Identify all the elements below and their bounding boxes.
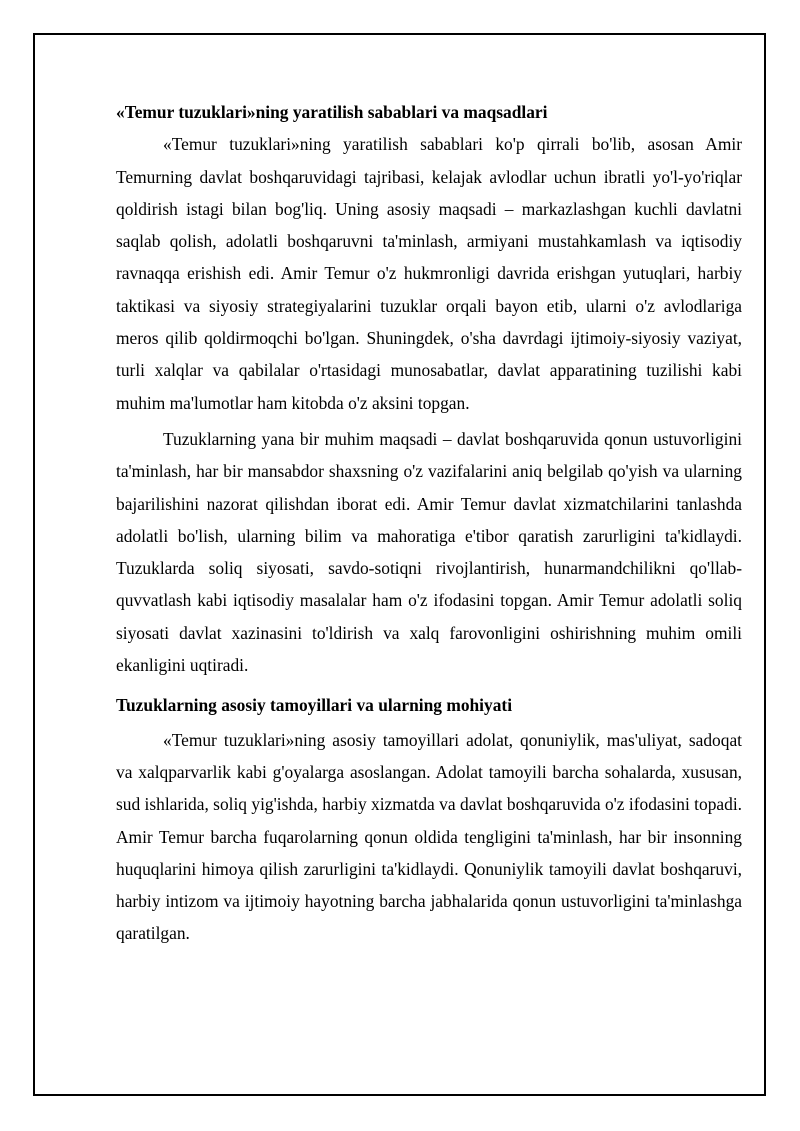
paragraph-causes: «Temur tuzuklari»ning yaratilish sabablari ko'p qirrali bo'lib, asosan Amir Temurning davlat boshqaruvidagi tajribasi, kelajak avlodlar uchun ibratli yo'l-yo'riqlar qoldirish istagi bilan bog'liq. Uning asosiy maqsadi – markazlashgan kuchli davlatni saqlab qolish, adolatli boshqaruvni ta'minlash, armiyani mustahkamlash va iqtisodiy ravnaqqa erishish edi. Amir Temur o'z hukmronligi davrida erishgan yutuqlari, harbiy taktikasi va siyosiy strategiyalarini tuzuklar orqali bayon etib, ularni o'z avlodlariga meros qilib qoldirmoqchi bo'lgan. Shuningdek, o'sha davrdagi ijtimoiy-siyosiy vaziyat, turli xalqlar va qabilalar o'rtasidagi munosabatlar, davlat apparatining tuzilishi kabi muhim ma'lumotlar ham kitobda o'z aksini topgan.	[116, 134, 742, 413]
section-heading-causes: «Temur tuzuklari»ning yaratilish sabablari va maqsadlari	[116, 102, 548, 122]
paragraph-goals: Tuzuklarning yana bir muhim maqsadi – davlat boshqaruvida qonun ustuvorligini ta'minlash, har bir mansabdor shaxsning o'z vazifalarini aniq belgilab qo'yish va ularning bajarilishini nazorat qilishdan iborat edi. Amir Temur davlat xizmatchilarini tanlashda adolatli bo'lish, ularning bilim va mahoratiga e'tibor qaratish zarurligini ta'kidlaydi. Tuzuklarda soliq siyosati, savdo-sotiqni rivojlantirish, hunarmandchilikni qo'llab-quvvatlash kabi iqtisodiy masalalar ham o'z ifodasini topgan. Amir Temur adolatli soliq siyosati davlat xazinasini to'ldirish va xalq farovonligini oshirishning muhim omili ekanligini uqtiradi.	[116, 428, 742, 676]
section-heading-principles: Tuzuklarning asosiy tamoyillari va ularning mohiyati	[116, 695, 513, 716]
document-body	[116, 96, 742, 950]
paragraph-principles: «Temur tuzuklari»ning asosiy tamoyillari adolat, qonuniylik, mas'uliyat, sadoqat va xalqparvarlik kabi g'oyalarga asoslangan. Adolat tamoyili barcha sohalarda, xususan, sud ishlarida, soliq yig'ishda, harbiy xizmatda va davlat boshqaruvida o'z ifodasini topadi. Amir Temur barcha fuqarolarning qonun oldida tengligini ta'minlash, har bir insonning huquqlarini himoya qilish zarurligini ta'kidlaydi. Qonuniylik tamoyili davlat boshqaruvi, harbiy intizom va ijtimoiy hayotning barcha jabhalarida qonun ustuvorligini ta'minlashga qaratilgan.	[116, 729, 742, 944]
